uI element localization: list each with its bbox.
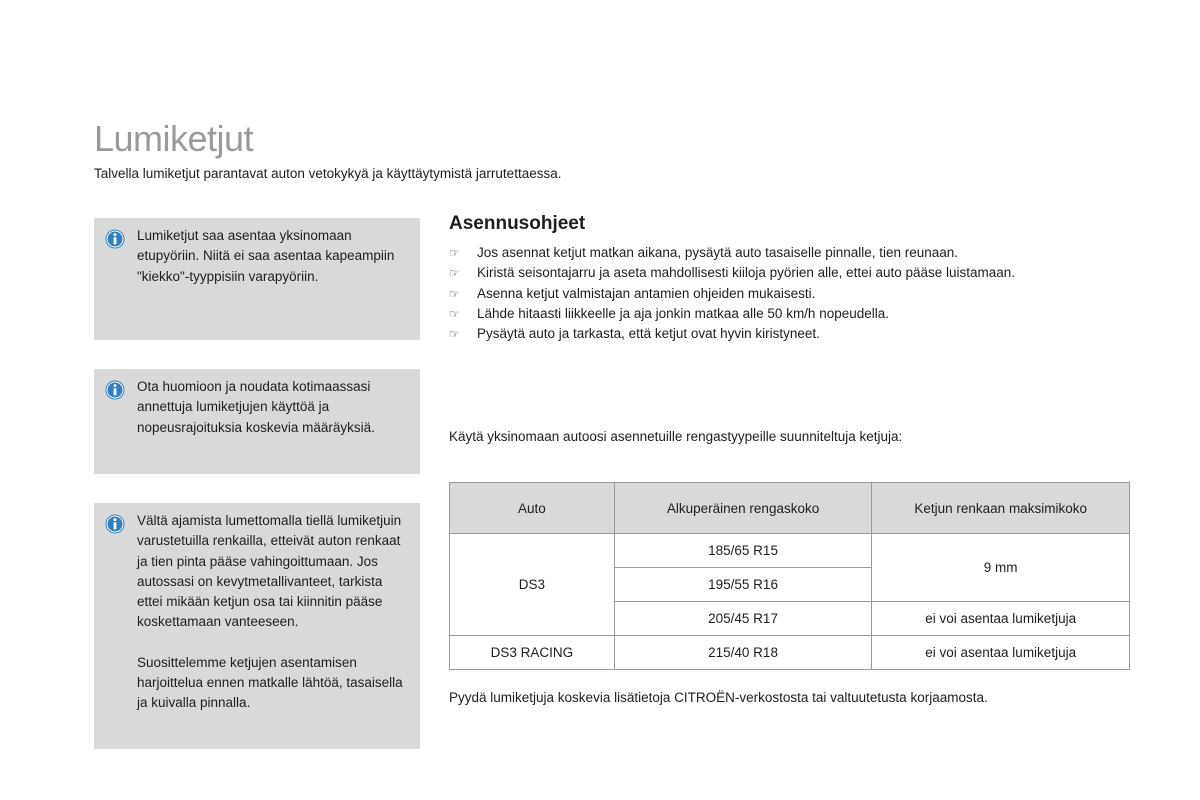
footer-note: Pyydä lumiketjuja koskevia lisätietoja CITROËN-verkostosta tai valtuutetusta korjaamosta. [449, 690, 988, 705]
cell-tyre: 205/45 R17 [614, 602, 872, 636]
list-item [449, 243, 1015, 263]
column-header-car: Auto [450, 483, 615, 534]
pointing-hand-icon: ☞ [449, 246, 460, 260]
pointing-hand-icon: ☞ [449, 286, 460, 301]
step-text: Lähde hitaasti liikkeelle ja aja jonkin matkaa alle 50 km/h nopeudella. [477, 305, 890, 321]
cell-tyre: 215/40 R18 [614, 636, 872, 670]
table-row [450, 636, 1130, 670]
pointing-hand-icon: ☞ [449, 266, 460, 281]
column-header-original-tyre: Alkuperäinen rengaskoko [614, 483, 872, 534]
note-text: Suosittelemme ketjujen asentamisen harjoittelua ennen matkalle lähtöä, tasaisella ja kuivalla pinnalla. [137, 654, 403, 711]
info-icon [105, 514, 125, 534]
pointing-hand-icon: ☞ [449, 327, 460, 342]
cell-car: DS3 [450, 534, 615, 636]
list-item [449, 284, 1015, 304]
step-text: Jos asennat ketjut matkan aikana, pysäytä auto tasaiselle pinnalle, tien reunaan. [477, 245, 959, 260]
step-text: Pysäytä auto ja tarkasta, että ketjut ovat hyvin kiristyneet. [477, 326, 820, 342]
note-box-snowless-roads [94, 503, 420, 749]
table-row [450, 534, 1130, 568]
list-item [449, 324, 1015, 344]
column-header-max-chain-tyre: Ketjun renkaan maksimikoko [872, 483, 1130, 534]
cell-max: ei voi asentaa lumiketjuja [872, 636, 1130, 670]
note-text: Vältä ajamista lumettomalla tiellä lumiketjuin varustetuilla renkailla, etteivät auton renkaat ja tien pinta pääse vahingoittumaan. Jos autossasi on kevytmetallivanteet, tarkista ettei mikään ketjun osa tai kiinnitin pääse koskettamaan vanteeseen. [137, 513, 402, 630]
note-text: Lumiketjut saa asentaa yksinomaan etupyöriin. Niitä ei saa asentaa kapeampiin "kiekko"-tyyppisiin varapyöriin. [137, 228, 395, 284]
info-icon [105, 380, 125, 400]
step-text: Kiristä seisontajarru ja aseta mahdollisesti kiiloja pyörien alle, ettei auto pääse luistamaan. [477, 265, 1016, 281]
info-icon [105, 229, 125, 249]
cell-max: 9 mm [872, 534, 1130, 602]
instructions-list [449, 243, 1015, 344]
note-box-regulations [94, 369, 420, 474]
note-box-front-wheels [94, 218, 420, 340]
cell-max: ei voi asentaa lumiketjuja [872, 602, 1130, 636]
step-text: Asenna ketjut valmistajan antamien ohjeiden mukaisesti. [477, 285, 816, 301]
tyre-size-table [449, 482, 1130, 670]
page-title: Lumiketjut [94, 118, 254, 159]
list-item [449, 304, 1015, 324]
list-item [449, 263, 1015, 283]
instructions-heading: Asennusohjeet [449, 213, 586, 234]
cell-tyre: 195/55 R16 [614, 568, 872, 602]
table-header-row [450, 483, 1130, 534]
page-intro: Talvella lumiketjut parantavat auton vetokykyä ja käyttäytymistä jarrutettaessa. [94, 166, 562, 181]
pointing-hand-icon: ☞ [449, 306, 460, 321]
note-text: Ota huomioon ja noudata kotimaassasi annettuja lumiketjujen käyttöä ja nopeusrajoituksia koskevia määräyksiä. [137, 379, 375, 435]
cell-tyre: 185/65 R15 [614, 534, 872, 568]
table-intro: Käytä yksinomaan autoosi asennetuille rengastyypeille suunniteltuja ketjuja: [449, 429, 903, 444]
cell-car: DS3 RACING [450, 636, 615, 670]
